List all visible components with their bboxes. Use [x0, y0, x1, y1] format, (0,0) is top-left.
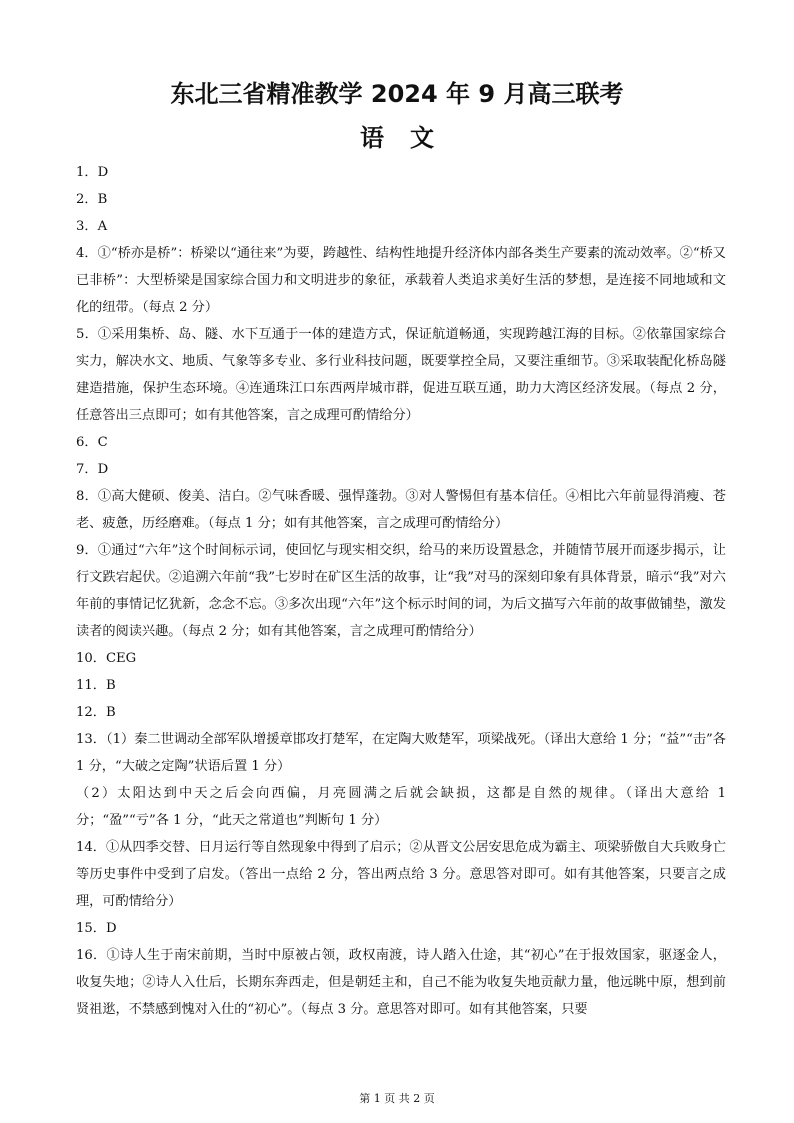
answer-item-4: 4．①“桥亦是桥”：桥梁以“通往来”为要，跨越性、结构性地提升经济体内部各类生产要素的流动效率。②“桥又已非桥”：大型桥梁是国家综合国力和文明进步的象征，承载着人类追求美好生活的梦想，是连接不同地域和文化的纽带。（每点 2 分）: [76, 246, 726, 315]
answer-item-13-1: 13．（1）秦二世调动全部军队增援章邯攻打楚军，在定陶大败楚军，项梁战死。（译出大意给 1 分；“益”“击”各 1 分，“大破之定陶”状语后置 1 分）: [76, 732, 726, 774]
answer-item-9: 9．①通过“六年”这个时间标示词，使回忆与现实相交织，给马的来历设置悬念，并随情节展开而逐步揭示，让行文跌宕起伏。②追溯六年前“我”七岁时在矿区生活的故事，让“我”对马的深刻印象有具体背景，暗示“我”对六年前的事情记忆犹新，念念不忘。③多次出现“六年”这个标示时间的词，为后文描写六年前的故事做铺垫，激发读者的阅读兴趣。（每点 2 分；如有其他答案，言之成理可酌情给分）: [76, 543, 726, 639]
answer-item-5: 5．①采用集桥、岛、隧、水下互通于一体的建造方式，保证航道畅通，实现跨越江海的目标。②依靠国家综合实力，解决水文、地质、气象等多专业、多行业科技问题，既要掌控全局，又要注重细节。③采取装配化桥岛隧建造措施，保护生态环境。④连通珠江口东西两岸城市群，促进互联互通，助力大湾区经济发展。（每点 2 分，任意答出三点即可；如有其他答案，言之成理可酌情给分）: [76, 327, 726, 423]
answer-item-11: 11．B: [76, 678, 116, 693]
answer-item-3: 3．A: [76, 219, 108, 234]
answer-list: [76, 159, 726, 1023]
page-number: 第 1 页 共 2 页: [359, 1092, 435, 1105]
answer-item-8: 8．①高大健硕、俊美、洁白。②气味香暖、强悍蓬勃。③对人警惕但有基本信任。④相比六年前显得消瘦、苍老、疲惫，历经磨难。（每点 1 分；如有其他答案，言之成理可酌情给分）: [76, 489, 726, 531]
answer-item-2: 2．B: [76, 192, 108, 207]
subject-title: 语文: [360, 124, 460, 152]
answer-item-15: 15．D: [76, 921, 117, 936]
exam-title: 东北三省精准教学 2024 年 9 月高三联考: [170, 80, 624, 108]
answer-item-6: 6．C: [76, 435, 108, 450]
answer-item-13-2: （2）太阳达到中天之后会向西偏，月亮圆满之后就会缺损，这都是自然的规律。（译出大意给 1 分；“盈”“亏”各 1 分，“此天之常道也”判断句 1 分）: [76, 786, 726, 828]
answer-item-16: 16．①诗人生于南宋前期，当时中原被占领，政权南渡，诗人踏入仕途，其“初心”在于报效国家，驱逐金人，收复失地；②诗人入仕后，长期东奔西走，但是朝廷主和，自己不能为收复失地贡献力量，他远眺中原，想到前贤祖逖，不禁感到愧对入仕的“初心”。（每点 3 分。意思答对即可。如有其他答案，只要: [76, 948, 726, 1017]
answer-item-12: 12．B: [76, 705, 116, 720]
answer-item-7: 7．D: [76, 462, 109, 477]
answer-item-14: 14．①从四季交替、日月运行等自然现象中得到了启示；②从晋文公居安思危成为霸主、项梁骄傲自大兵败身亡等历史事件中受到了启发。（答出一点给 2 分，答出两点给 3 分。意思答对即可。如有其他答案，只要言之成理，可酌情给分）: [76, 840, 726, 909]
answer-item-10: 10．CEG: [76, 651, 137, 666]
answer-item-1: 1．D: [76, 165, 109, 180]
